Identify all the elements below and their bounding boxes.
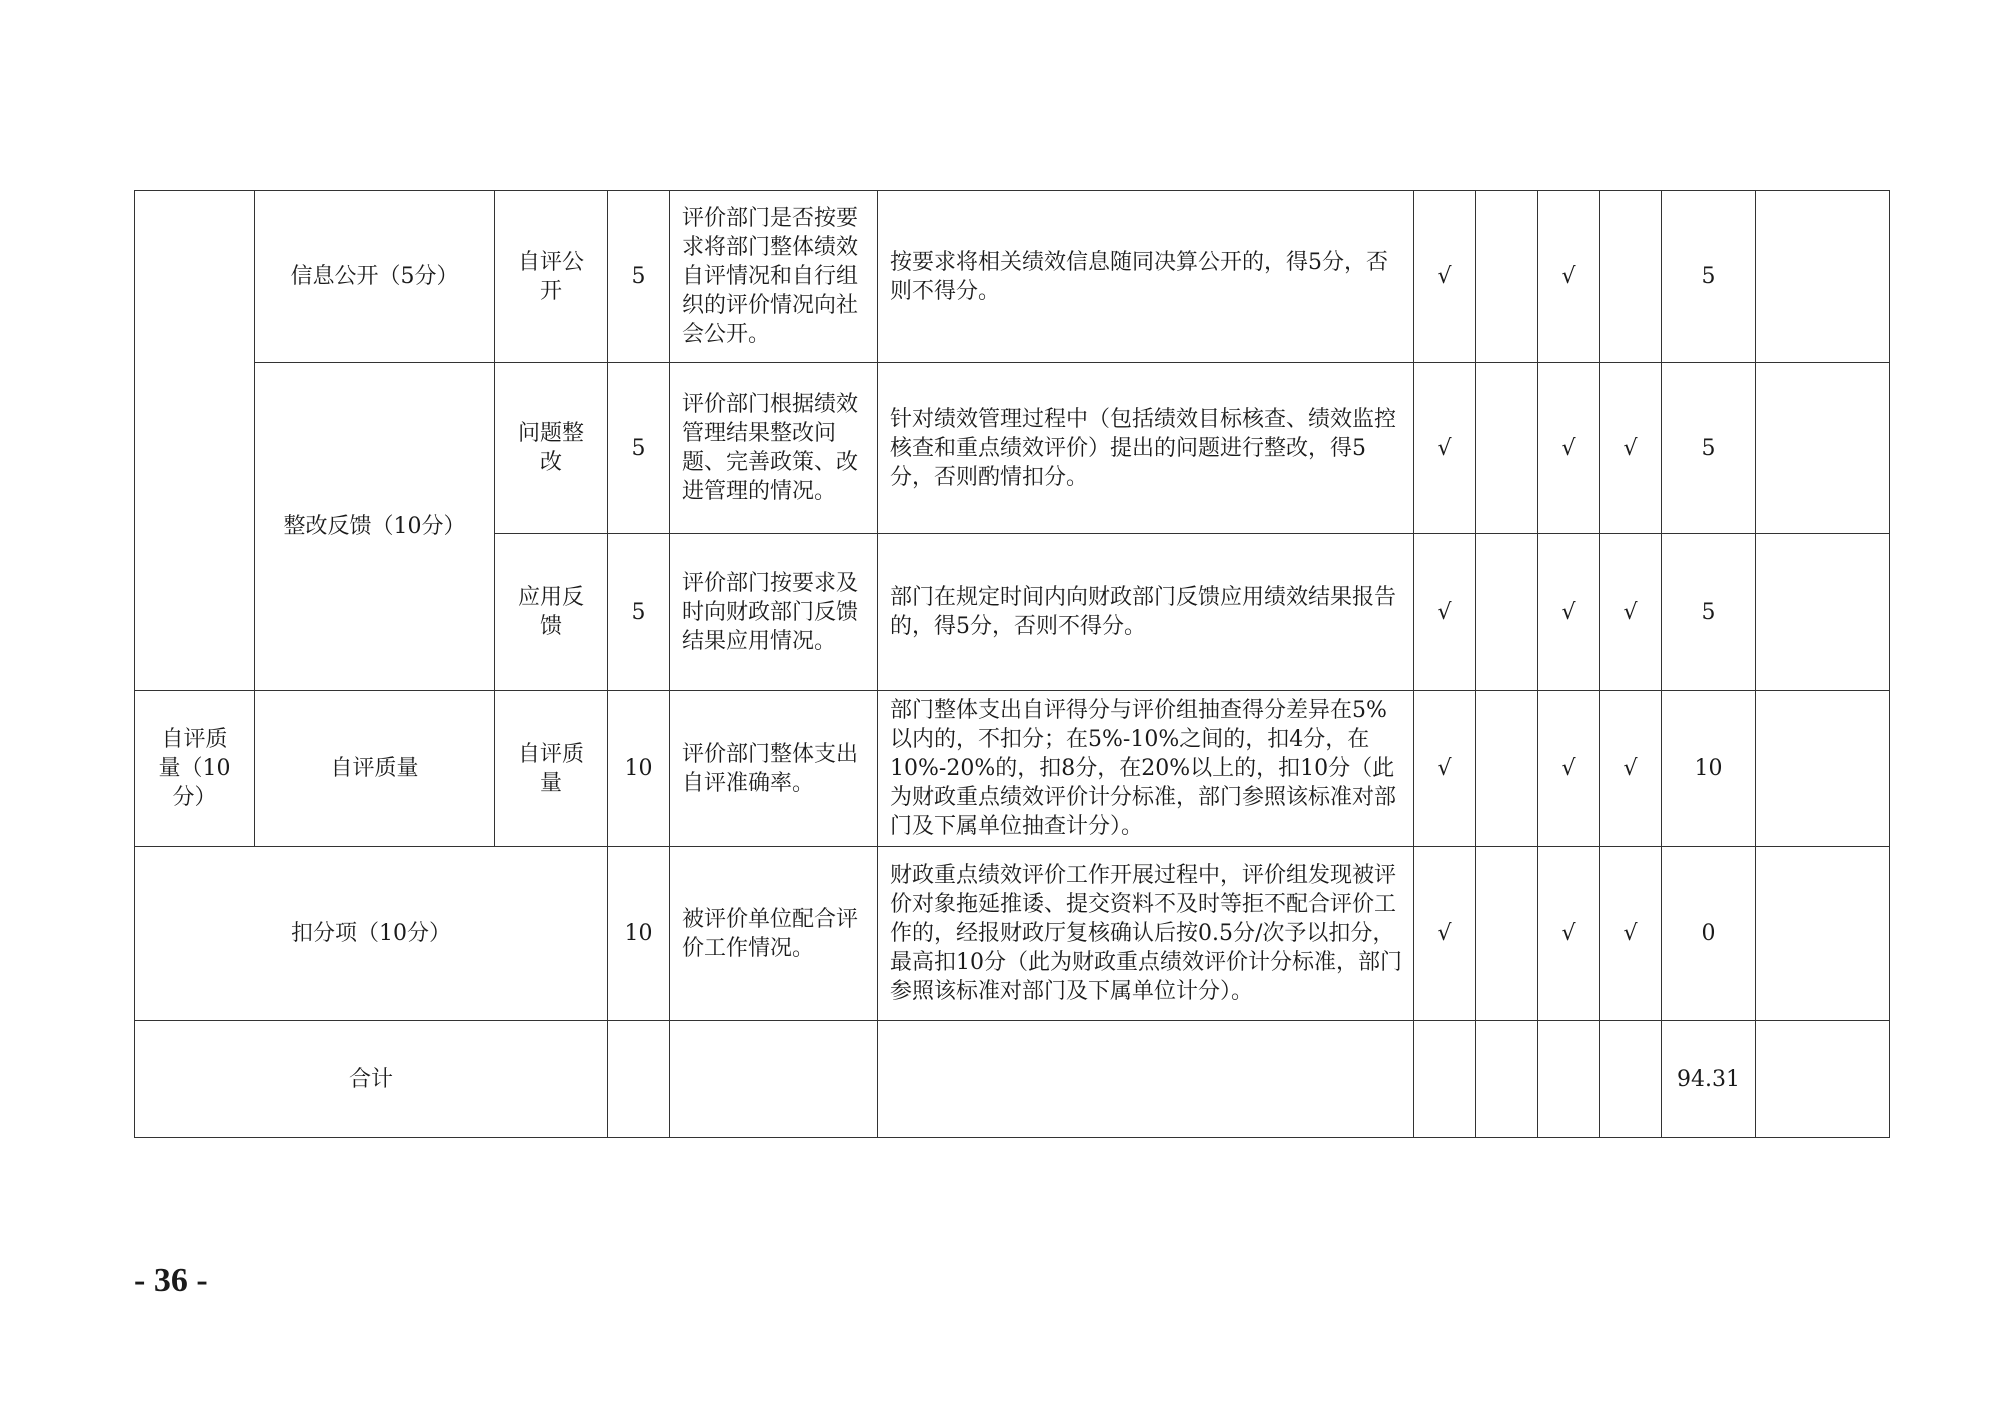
check-mark-cell: √ (1600, 847, 1662, 1021)
evaluation-score-table (134, 190, 1890, 1138)
check-mark-cell (1476, 1021, 1538, 1138)
remark-cell (1756, 534, 1890, 691)
remark-cell (1756, 191, 1890, 363)
check-mark-cell: √ (1538, 191, 1600, 363)
standard-cell: 按要求将相关绩效信息随同决算公开的，得5分，否则不得分。 (878, 191, 1414, 363)
item-cell: 问题整 改 (495, 363, 608, 534)
table-row (135, 691, 1890, 847)
standard-cell (878, 1021, 1414, 1138)
check-mark-cell (1600, 191, 1662, 363)
page-number: - 36 - (134, 1262, 208, 1299)
table-row (135, 363, 1890, 534)
points-cell: 10 (608, 691, 670, 847)
points-cell: 5 (608, 534, 670, 691)
check-mark-cell (1476, 847, 1538, 1021)
item-cell: 自评质 量 (495, 691, 608, 847)
item-cell: 自评公 开 (495, 191, 608, 363)
description-cell: 被评价单位配合评价工作情况。 (670, 847, 878, 1021)
check-mark-cell: √ (1414, 691, 1476, 847)
description-cell: 评价部门按要求及时向财政部门反馈结果应用情况。 (670, 534, 878, 691)
check-mark-cell: √ (1600, 363, 1662, 534)
check-mark-cell (1476, 191, 1538, 363)
description-cell (670, 1021, 878, 1138)
check-mark-cell: √ (1414, 363, 1476, 534)
check-mark-cell: √ (1538, 691, 1600, 847)
check-mark-cell: √ (1414, 847, 1476, 1021)
check-mark-cell (1476, 363, 1538, 534)
points-cell: 5 (608, 363, 670, 534)
check-mark-cell: √ (1538, 363, 1600, 534)
check-mark-cell: √ (1414, 534, 1476, 691)
description-cell: 评价部门是否按要求将部门整体绩效自评情况和自行组织的评价情况向社会公开。 (670, 191, 878, 363)
check-mark-cell: √ (1538, 847, 1600, 1021)
points-cell: 10 (608, 847, 670, 1021)
check-mark-cell: √ (1600, 534, 1662, 691)
description-cell: 评价部门根据绩效管理结果整改问题、完善政策、改进管理的情况。 (670, 363, 878, 534)
table-row (135, 847, 1890, 1021)
remark-cell (1756, 1021, 1890, 1138)
table-row (135, 191, 1890, 363)
standard-cell: 财政重点绩效评价工作开展过程中，评价组发现被评价对象拖延推诿、提交资料不及时等拒不配合评价工作的，经报财政厅复核确认后按0.5分/次予以扣分，最高扣10分（此为财政重点绩效评价计分标准，部门参照该标准对部门及下属单位计分）。 (878, 847, 1414, 1021)
table-row-total (135, 1021, 1890, 1138)
subcategory-cell: 自评质量 (255, 691, 495, 847)
category-cell (135, 191, 255, 691)
score-cell: 5 (1662, 363, 1756, 534)
remark-cell (1756, 847, 1890, 1021)
check-mark-cell: √ (1414, 191, 1476, 363)
score-cell: 5 (1662, 534, 1756, 691)
category-cell: 自评质 量（10 分） (135, 691, 255, 847)
check-mark-cell (1476, 534, 1538, 691)
check-mark-cell (1476, 691, 1538, 847)
total-label-cell: 合计 (135, 1021, 608, 1138)
total-score-cell: 94.31 (1662, 1021, 1756, 1138)
subcategory-cell: 信息公开（5分） (255, 191, 495, 363)
score-cell: 10 (1662, 691, 1756, 847)
remark-cell (1756, 691, 1890, 847)
category-cell: 扣分项（10分） (135, 847, 608, 1021)
points-cell: 5 (608, 191, 670, 363)
standard-cell: 针对绩效管理过程中（包括绩效目标核查、绩效监控核查和重点绩效评价）提出的问题进行整改，得5分，否则酌情扣分。 (878, 363, 1414, 534)
check-mark-cell: √ (1600, 691, 1662, 847)
check-mark-cell: √ (1538, 534, 1600, 691)
item-cell: 应用反 馈 (495, 534, 608, 691)
check-mark-cell (1538, 1021, 1600, 1138)
standard-cell: 部门整体支出自评得分与评价组抽查得分差异在5%以内的，不扣分；在5%-10%之间的，扣4分，在10%-20%的，扣8分，在20%以上的，扣10分（此为财政重点绩效评价计分标准，部门参照该标准对部门及下属单位抽查计分）。 (878, 691, 1414, 847)
check-mark-cell (1600, 1021, 1662, 1138)
description-cell: 评价部门整体支出自评准确率。 (670, 691, 878, 847)
score-cell: 5 (1662, 191, 1756, 363)
subcategory-cell: 整改反馈（10分） (255, 363, 495, 691)
check-mark-cell (1414, 1021, 1476, 1138)
standard-cell: 部门在规定时间内向财政部门反馈应用绩效结果报告的，得5分，否则不得分。 (878, 534, 1414, 691)
points-cell (608, 1021, 670, 1138)
score-cell: 0 (1662, 847, 1756, 1021)
remark-cell (1756, 363, 1890, 534)
